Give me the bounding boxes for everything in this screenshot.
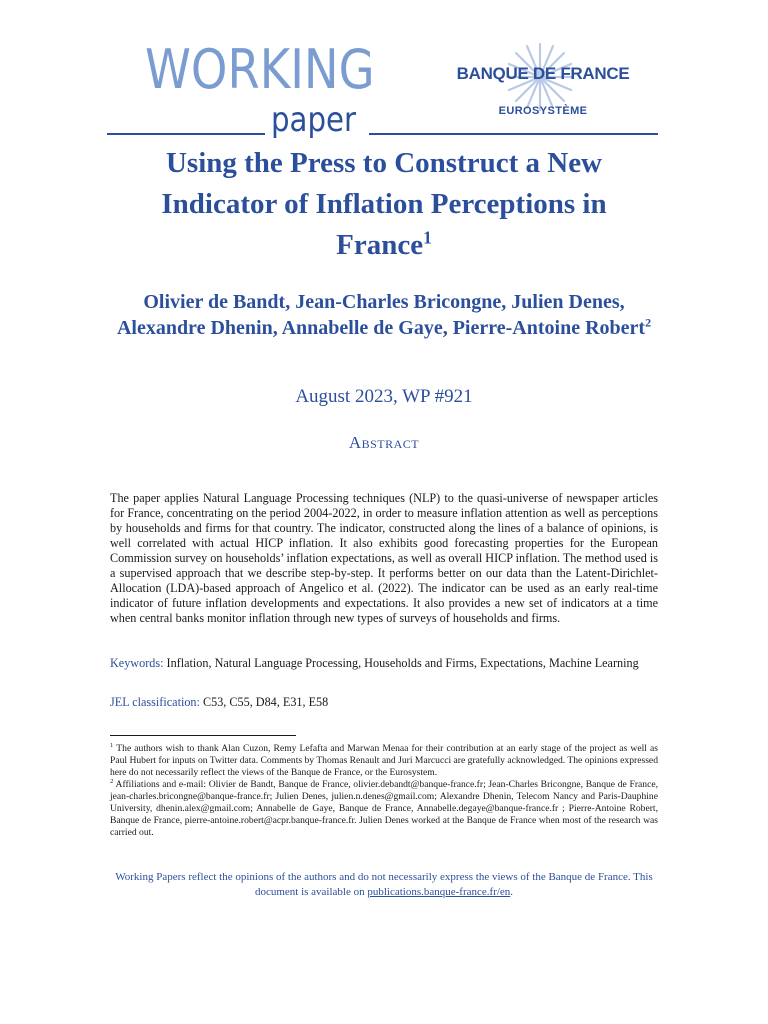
disclaimer-tail: . — [510, 886, 514, 898]
abstract-heading: Abstract — [348, 433, 420, 452]
footnote-mark: 1 — [110, 741, 114, 749]
series-title-paper: paper — [271, 100, 357, 140]
paper-title-text: Using the Press to Construct a New Indicator of Inflation Perceptions in France — [161, 147, 607, 261]
abstract-body: The paper applies Natural Language Processing techniques (NLP) to the quasi-universe of newspaper articles for France, concentrating on the period 2004-2022, in order to measure inflation attention as well as perceptions by households and firms for that country. The indicator, constructed along the lines of a balance of opinions, is well correlated with actual HICP inflation. It also exhibits good forecasting properties for the European Commission survey on households’ inflation expectations, as well as overall HICP inflation. The method used is a supervised approach that we describe step-by-step. It performs better on our data than the Latent-Dirichlet-Allocation (LDA)-based approach of Angelico et al. (2022). The indicator can be used as an early real-time indicator of future inflation developments and expectations. It also provides a new set of indicators at a time when central banks monitor inflation through new types of surveys of households and firms. — [110, 491, 658, 625]
footnote-mark: 2 — [110, 777, 114, 785]
working-paper-header — [107, 38, 658, 140]
footnote-separator — [110, 735, 296, 736]
header-rule-left — [107, 133, 265, 135]
header-rule-right — [369, 133, 658, 135]
publication-date: August 2023, WP #921 — [295, 386, 473, 407]
authors-footnote-mark: 2 — [645, 315, 652, 330]
jel-label: JEL classification: — [110, 695, 200, 709]
author-list — [110, 289, 658, 341]
banque-de-france-logo — [443, 42, 643, 122]
footnote-text: The authors wish to thank Alan Cuzon, Remy Lefafta and Marwan Menaa for their contribution at an early stage of the project as well as Paul Hubert for inputs on Twitter data. Comments by Thomas Renault and Juri Marcucci are gratefully acknowledged. The opinions expressed here do not necessarily reflect the views of the Banque de France, or the Eurosystem. — [110, 743, 658, 778]
keywords — [110, 656, 658, 671]
footnote — [110, 779, 658, 839]
publisher-subtitle: EUROSYSTÈME — [498, 105, 588, 117]
keywords-label: Keywords: — [110, 656, 164, 670]
footnote — [110, 743, 658, 779]
publisher-name: BANQUE DE FRANCE — [456, 64, 630, 83]
disclaimer — [110, 870, 658, 900]
series-title-working: WORKING — [145, 38, 375, 101]
jel-classification — [110, 695, 658, 710]
title-footnote-mark: 1 — [423, 227, 432, 248]
author-list-text: Olivier de Bandt, Jean-Charles Bricongne, Julien Denes, Alexandre Dhenin, Annabelle de Gaye, Pierre-Antoine Robert — [116, 291, 646, 339]
footnote-text: Affiliations and e-mail: Olivier de Bandt, Banque de France, olivier.debandt@banque-france.fr; Jean-Charles Bricongne, Banque de France, jean-charles.bricongne@banque-france.fr; Julien Denes, julien.n.denes@gmail.com; Alexandre Dhenin, Telecom Nancy and Paris-Dauphine University, dhenin.alex@gmail.com; Annabelle de Gaye, Banque de France, Annabelle.degaye@banque-france.fr ; Pierre-Antoine Robert, Banque de France, pierre-antoine.robert@acpr.banque-france.fr. Julien Denes worked at the Banque de France when most of the research was carried out. — [110, 779, 658, 838]
keywords-value: Inflation, Natural Language Processing, Households and Firms, Expectations, Machine Learning — [166, 656, 639, 670]
footnotes — [110, 743, 658, 839]
jel-value: C53, C55, D84, E31, E58 — [202, 695, 329, 709]
paper-title — [110, 143, 658, 266]
disclaimer-text: Working Papers reflect the opinions of the authors and do not necessarily express the views of the Banque de France. This document is available on — [115, 871, 653, 898]
publications-link[interactable]: publications.banque-france.fr/en — [367, 886, 511, 898]
